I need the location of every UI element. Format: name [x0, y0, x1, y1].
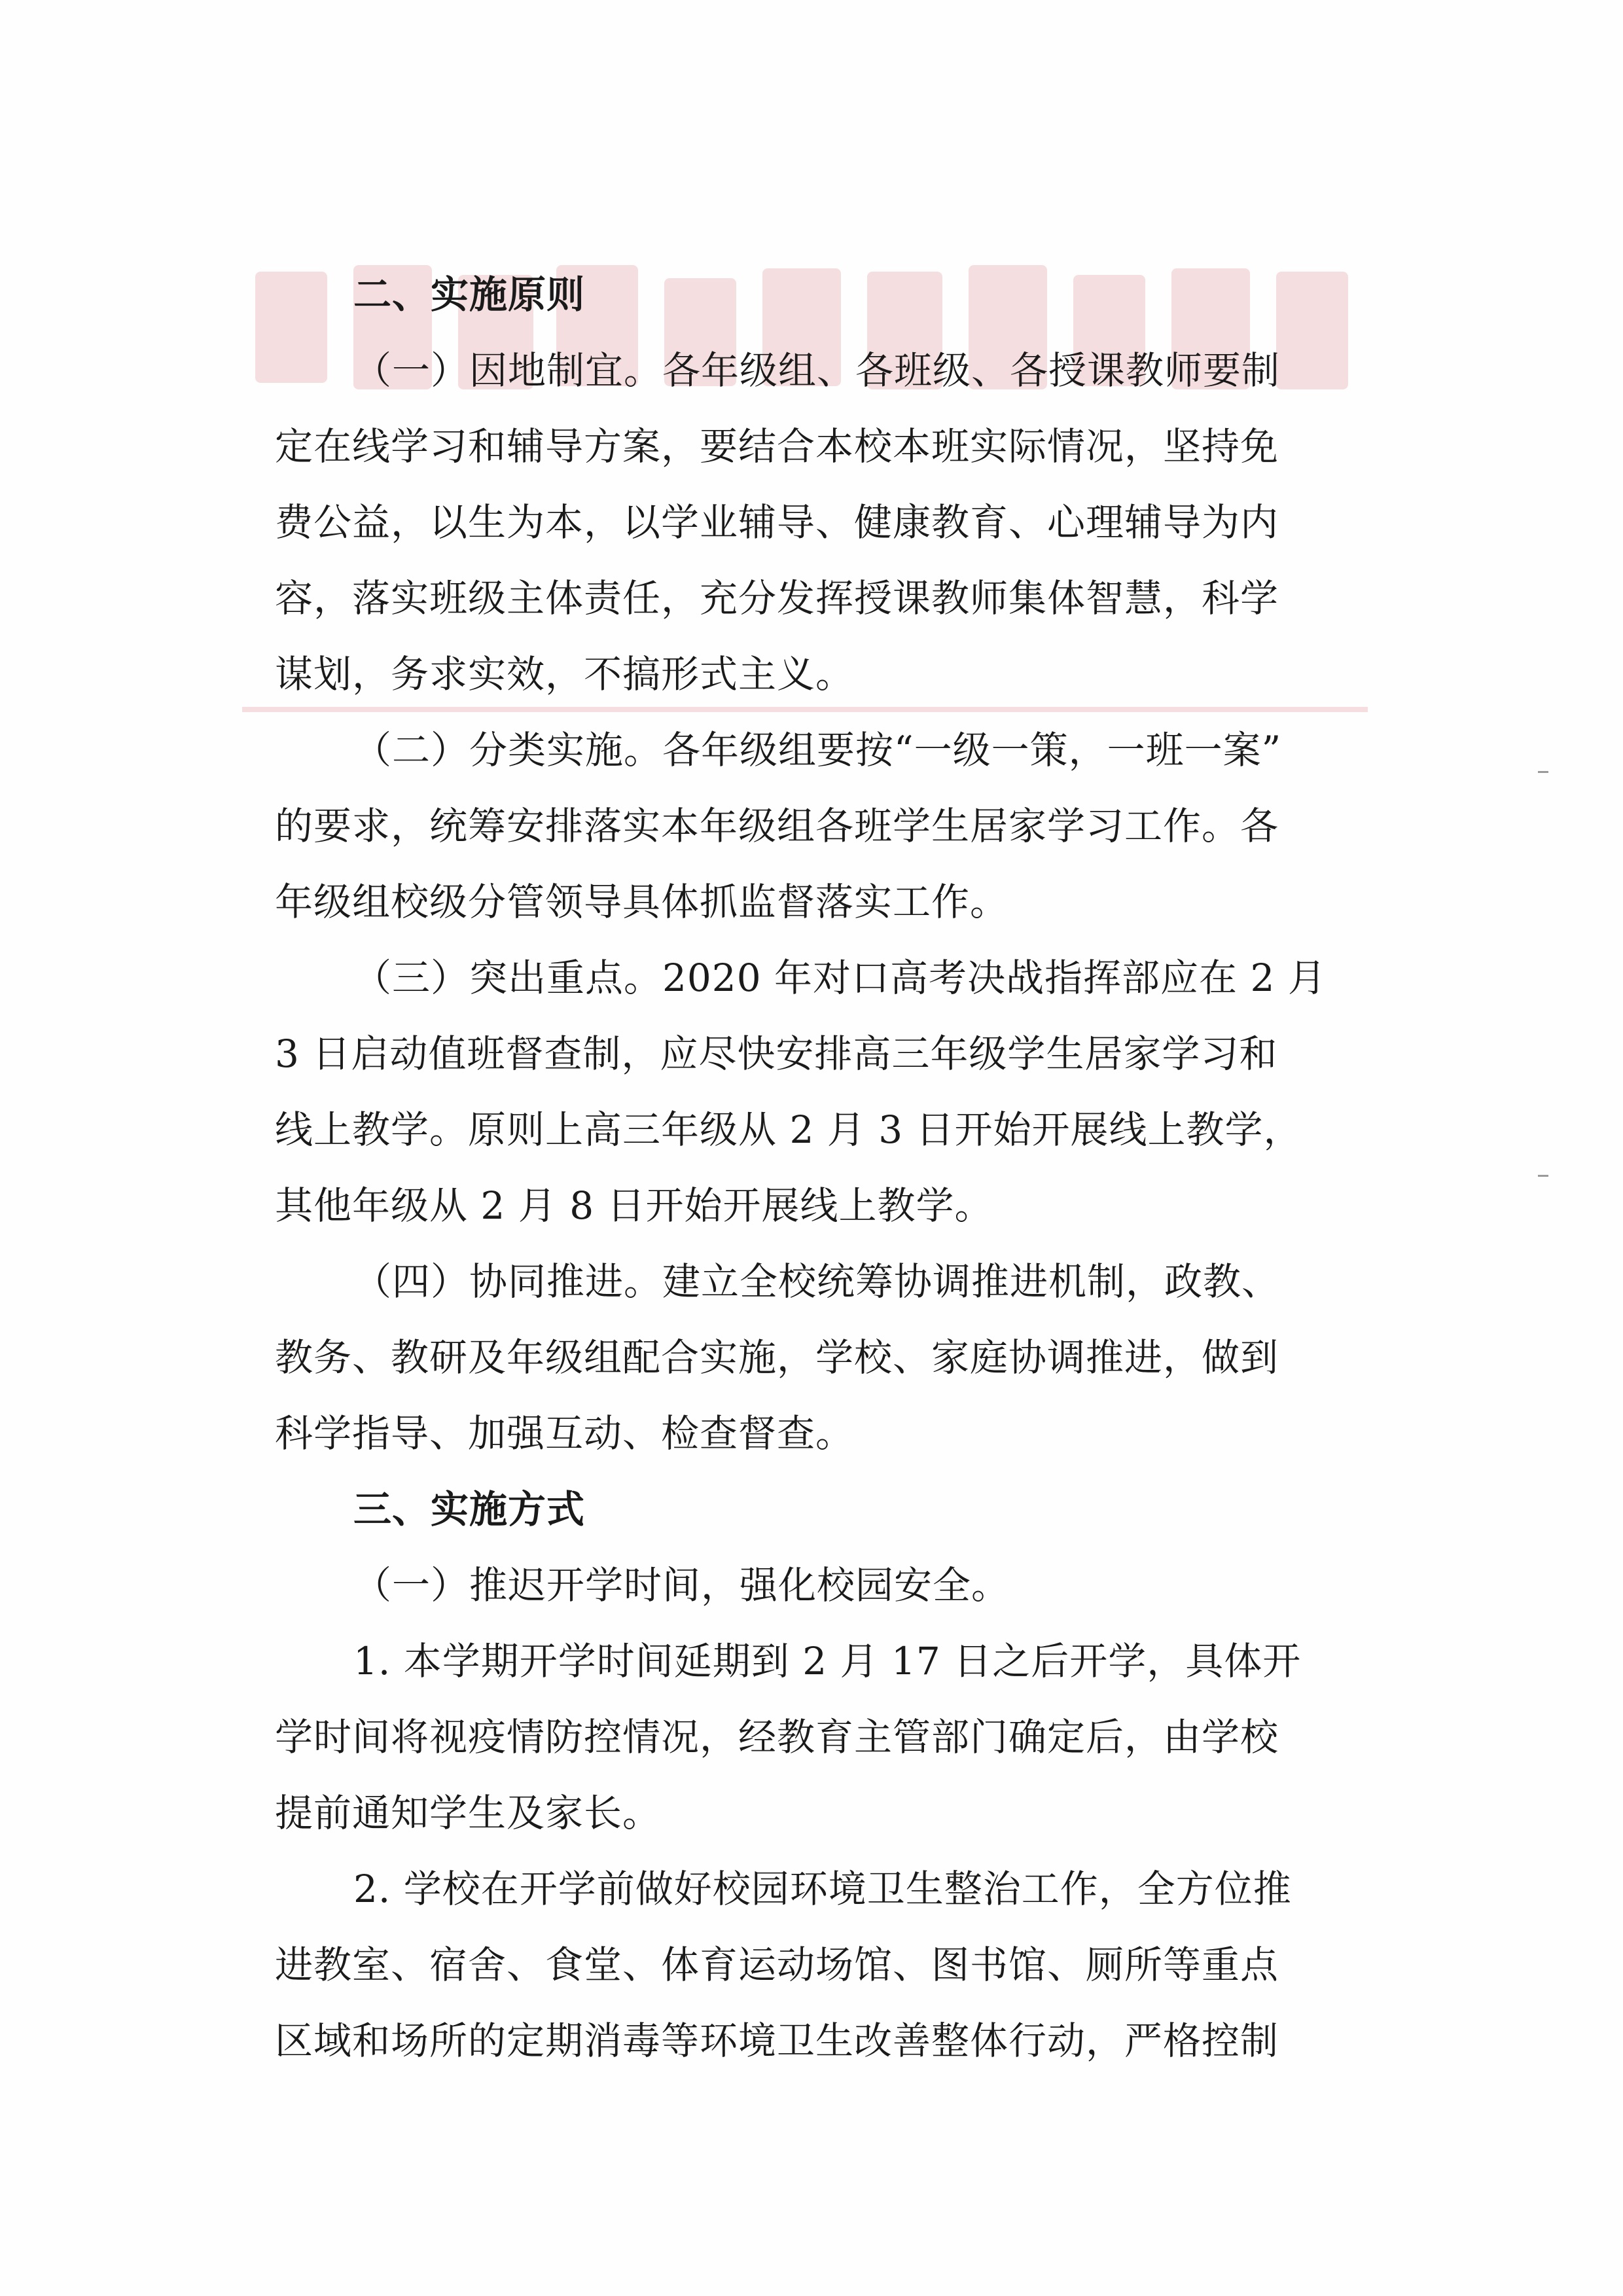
paragraph-line: （一）推迟开学时间，强化校园安全。 [353, 1563, 1010, 1607]
paragraph-line: 1. 本学期开学时间延期到 2 月 17 日之后开学，具体开 [353, 1639, 1302, 1683]
section-heading: 三、实施方式 [353, 1487, 586, 1532]
paragraph-line: 容，落实班级主体责任，充分发挥授课教师集体智慧，科学 [275, 576, 1279, 620]
paragraph-line: 2. 学校在开学前做好校园环境卫生整治工作，全方位推 [353, 1867, 1292, 1911]
paragraph-line: （四）协同推进。建立全校统筹协调推进机制，政教、 [353, 1259, 1281, 1304]
paragraph-line: （一）因地制宜。各年级组、各班级、各授课教师要制 [353, 348, 1281, 393]
paragraph-line: 年级组校级分管领导具体抓监督落实工作。 [275, 880, 1009, 924]
section-principles [275, 257, 1355, 2079]
paragraph-line: 线上教学。原则上高三年级从 2 月 3 日开始开展线上教学， [275, 1107, 1302, 1152]
paragraph-line: 科学指导、加强互动、检查督查。 [275, 1411, 855, 1456]
paragraph-line: 的要求，统筹安排落实本年级组各班学生居家学习工作。各 [275, 804, 1279, 848]
paragraph-line: 谋划，务求实效，不搞形式主义。 [275, 652, 855, 696]
paragraph-line: （三）突出重点。2020 年对口高考决战指挥部应在 2 月 [353, 956, 1327, 1000]
scan-mark [1538, 1175, 1548, 1177]
scan-mark [1538, 771, 1548, 773]
paragraph-line: 其他年级从 2 月 8 日开始开展线上教学。 [275, 1183, 993, 1228]
paragraph-line: 3 日启动值班督查制，应尽快安排高三年级学生居家学习和 [275, 1031, 1278, 1076]
paragraph-line: 区域和场所的定期消毒等环境卫生改善整体行动，严格控制 [275, 2018, 1279, 2063]
paragraph-line: 学时间将视疫情防控情况，经教育主管部门确定后，由学校 [275, 1715, 1279, 1759]
section-heading: 二、实施原则 [353, 272, 586, 317]
paragraph-line: 提前通知学生及家长。 [275, 1791, 662, 1835]
paragraph-line: 教务、教研及年级组配合实施，学校、家庭协调推进，做到 [275, 1335, 1279, 1380]
paragraph-line: 费公益，以生为本，以学业辅导、健康教育、心理辅导为内 [275, 500, 1279, 545]
paragraph-line: 定在线学习和辅导方案，要结合本校本班实际情况，坚持免 [275, 424, 1279, 469]
paragraph-line: （二）分类实施。各年级组要按“一级一策，一班一案” [353, 728, 1282, 772]
paragraph-line: 进教室、宿舍、食堂、体育运动场馆、图书馆、厕所等重点 [275, 1943, 1279, 1987]
